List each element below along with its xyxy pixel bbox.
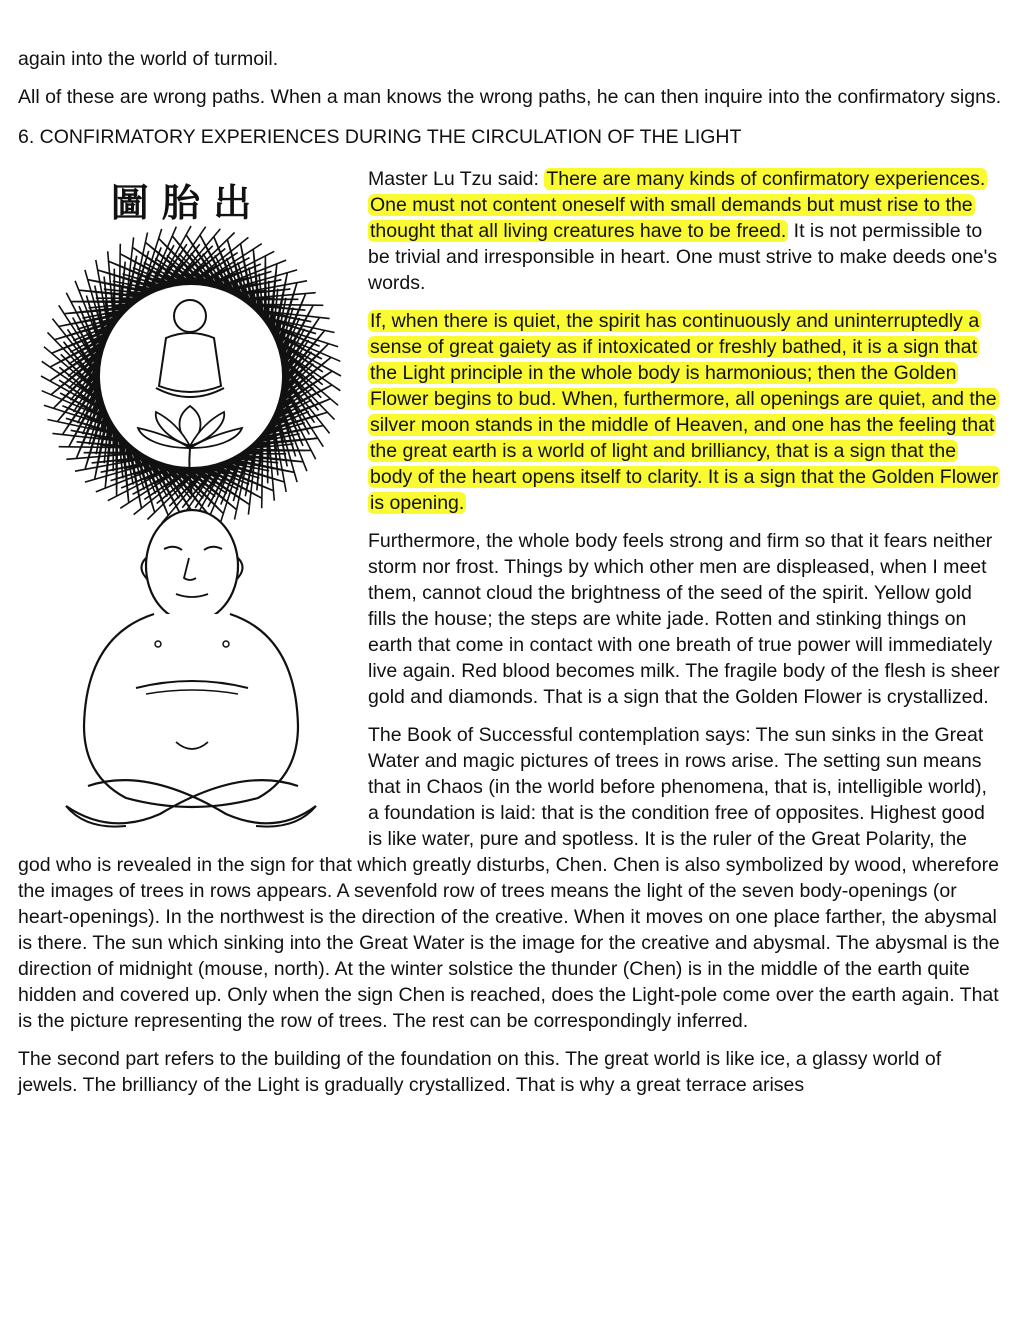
paragraph-book-contemplation: The Book of Successful contemplation says: The sun sinks in the Great Water and magic pictures of trees in rows arise. The setting sun means that in Chaos (in the world before phenomena, that is, intelligible world), a foundation is laid: that is the condition free of opposites. Highest good is like water, pure and spotless. It is the ruler of the Great Polarity, the god who is revealed in the sign for that which greatly disturbs, Chen. Chen is also symbolized by wood, wherefore the images of trees in rows appears. A sevenfold row of trees means the light of the seven body-openings (or heart-openings). In the northwest is the direction of the creative. When it moves on one place farther, the abysmal is there. The sun which sinking into the Great Water is the image for the creative and abysmal. The abysmal is the direction of midnight (mouse, north). At the winter solstice the thunder (Chen) is in the middle of the earth quite hidden and covered up. Only when the sign Chen is reached, does the Light-pole come over the earth again. That is the picture representing the row of trees. The rest can be correspondingly inferred. <box>18 724 1000 1032</box>
paragraph-second-part: The second part refers to the building of the foundation on this. The great world is like ice, a glassy world of jewels. The brilliancy of the Light is gradually crystallized. That is why a great terrace arises <box>18 1048 942 1096</box>
highlighted-text: If, when there is quiet, the spirit has continuously and uninterruptedly a sense of great gaiety as if intoxicated or freshly bathed, it is a sign that the Light principle in the whole body is harmonious; then the Golden Flower begins to bud. When, furthermore, all openings are quiet, and the silver moon stands in the middle of Heaven, and one has the feeling that the great earth is a world of light and brilliancy, that is a sign that the body of the heart opens itself to clarity. It is a sign that the Golden Flower is opening. <box>370 310 999 514</box>
chinese-caption: 圖 胎 出 <box>110 180 252 225</box>
paragraph-wrong-paths: All of these are wrong paths. When a man knows the wrong paths, he can then inquire into the confirmatory signs. <box>18 86 1002 108</box>
meditating-figure-illustration <box>26 166 348 842</box>
paragraph-rest: It is not permissible to be trivial and irresponsible in heart. One must strive to make deeds one's words. <box>368 220 998 294</box>
lead-text: Master Lu Tzu said: <box>368 168 545 190</box>
highlighted-text: There are many kinds of confirmatory experiences. One must not content oneself with small demands but must rise to the thought that all living creatures have to be freed. <box>370 168 986 242</box>
section-heading: 6. CONFIRMATORY EXPERIENCES DURING THE CIRCULATION OF THE LIGHT <box>18 126 742 148</box>
paragraph-body-strong: Furthermore, the whole body feels strong and firm so that it fears neither storm nor frost. Things by which other men are displeased, when I meet them, cannot cloud the brightness of the seed of the spirit. Yellow gold fills the house; the steps are white jade. Rotten and stinking things on earth that come in contact with one breath of true power will immediately live again. Red blood becomes milk. The fragile body of the flesh is sheer gold and diamonds. That is a sign that the Golden Flower is crystallized. <box>368 530 1000 708</box>
document-page <box>18 46 1002 1110</box>
text-line: again into the world of turmoil. <box>18 48 279 70</box>
meditating-figure-icon <box>26 166 348 842</box>
